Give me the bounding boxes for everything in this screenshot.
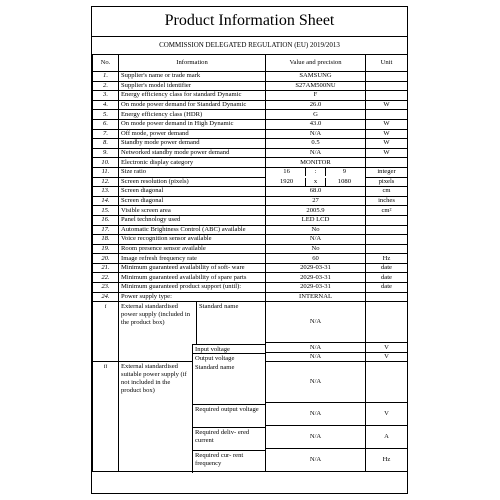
row-value: N/A	[266, 426, 366, 449]
standard-name-label: Standard name	[192, 363, 265, 404]
row-unit: W	[366, 119, 408, 129]
product-information-sheet	[91, 6, 408, 494]
row-number: 19.	[93, 244, 119, 254]
row-number: 10.	[93, 158, 119, 168]
row-information: On mode power demand in High Dynamic	[119, 119, 266, 129]
row-unit	[366, 81, 408, 91]
row-value: 26.0	[266, 100, 366, 110]
required-frequency-label: Required cur- rent frequency	[192, 450, 265, 473]
row-unit: integer	[366, 167, 408, 177]
row-information: Voice recognition sensor available	[119, 235, 266, 245]
table-row	[93, 254, 408, 264]
row-value: No	[266, 244, 366, 254]
header-no: No.	[93, 55, 119, 72]
row-number: 1.	[93, 72, 119, 82]
row-information: Size ratio	[119, 167, 266, 177]
table-row	[93, 139, 408, 149]
row-information: Minimum guaranteed availability of soft- ware	[119, 263, 266, 273]
value-separator: :	[306, 168, 326, 176]
row-value: N/A	[266, 352, 366, 362]
row-information: On mode power demand for Standard Dynamic	[119, 100, 266, 110]
row-unit: V	[366, 403, 408, 426]
row-number: 17.	[93, 225, 119, 235]
row-unit: date	[366, 263, 408, 273]
row-number: 11.	[93, 167, 119, 177]
row-number: 18.	[93, 235, 119, 245]
row-value: 68.0	[266, 187, 366, 197]
row-unit: Hz	[366, 254, 408, 264]
table-row	[93, 244, 408, 254]
row-unit: date	[366, 273, 408, 283]
row-value: INTERNAL	[266, 292, 366, 302]
table-row	[93, 72, 408, 82]
row-unit	[366, 215, 408, 225]
header-unit: Unit	[366, 55, 408, 72]
row-number: 5.	[93, 110, 119, 120]
table-row	[93, 100, 408, 110]
row-information: Automatic Brightness Control (ABC) available	[119, 225, 266, 235]
row-information: Panel technology used	[119, 215, 266, 225]
row-unit: Hz	[366, 449, 408, 472]
row-value-split	[266, 167, 366, 177]
row-information: Room presence sensor available	[119, 244, 266, 254]
table-row	[93, 196, 408, 206]
table-row	[93, 110, 408, 120]
row-information: Image refresh frequency rate	[119, 254, 266, 264]
table-row	[93, 283, 408, 293]
row-information: Visible screen area	[119, 206, 266, 216]
row-number: 15.	[93, 206, 119, 216]
row-value: No	[266, 225, 366, 235]
table-row	[93, 263, 408, 273]
table-row	[93, 187, 408, 197]
required-current-label: Required deliv- ered current	[192, 427, 265, 450]
row-number: i	[93, 302, 119, 362]
required-output-voltage-label: Required output voltage	[192, 404, 265, 427]
row-unit: V	[366, 352, 408, 362]
row-unit: W	[366, 139, 408, 149]
power-supply-description: External standardised suitable power supply (if not included in the product box)	[121, 363, 187, 395]
input-voltage-label: Input voltage	[192, 344, 265, 354]
value-part: 1080	[337, 177, 351, 185]
row-information: Energy efficiency class (HDR)	[119, 110, 266, 120]
row-value: 43.0	[266, 119, 366, 129]
row-unit: W	[366, 148, 408, 158]
row-value: N/A	[266, 129, 366, 139]
table-row	[93, 119, 408, 129]
row-information: Power supply type:	[119, 292, 266, 302]
table-row	[93, 225, 408, 235]
value-part: 9	[342, 168, 347, 176]
row-unit	[366, 235, 408, 245]
row-number: 23.	[93, 283, 119, 293]
row-value: N/A	[266, 148, 366, 158]
row-unit	[366, 91, 408, 101]
standard-name-label: Standard name	[199, 303, 239, 311]
row-number: 21.	[93, 263, 119, 273]
regulation-heading: COMMISSION DELEGATED REGULATION (EU) 2019/2013	[92, 36, 407, 55]
row-information: Supplier's model identifier	[119, 81, 266, 91]
row-value: N/A	[266, 362, 366, 403]
row-unit: A	[366, 426, 408, 449]
row-value: SAMSUNG	[266, 72, 366, 82]
row-value: N/A	[266, 449, 366, 472]
table-row	[93, 91, 408, 101]
value-part: 1920	[268, 178, 306, 186]
output-voltage-label: Output voltage	[192, 353, 265, 363]
row-unit: cm²	[366, 206, 408, 216]
row-information: Screen diagonal	[119, 187, 266, 197]
header-information: Information	[119, 55, 266, 72]
row-value: 60	[266, 254, 366, 264]
row-number: 2.	[93, 81, 119, 91]
row-number: 24.	[93, 292, 119, 302]
row-information: Supplier's name or trade mark	[119, 72, 266, 82]
row-information: Energy efficiency class for standard Dynamic	[119, 91, 266, 101]
row-value: N/A	[266, 302, 366, 343]
row-unit: W	[366, 100, 408, 110]
table-row	[93, 129, 408, 139]
table-row	[93, 158, 408, 168]
row-unit: cm	[366, 187, 408, 197]
sheet-title: Product Information Sheet	[164, 12, 335, 29]
table-row	[93, 177, 408, 187]
row-number: 20.	[93, 254, 119, 264]
row-value: 0.5	[266, 139, 366, 149]
row-information: Minimum guaranteed availability of spare parts	[119, 273, 266, 283]
row-unit	[366, 292, 408, 302]
row-number: 12.	[93, 177, 119, 187]
row-unit: date	[366, 283, 408, 293]
row-information: Screen resolution (pixels)	[119, 177, 266, 187]
row-number: 22.	[93, 273, 119, 283]
row-number: 14.	[93, 196, 119, 206]
row-unit: inches	[366, 196, 408, 206]
row-unit: W	[366, 129, 408, 139]
table-row	[93, 292, 408, 302]
row-value: 2029-03-31	[266, 273, 366, 283]
row-unit: V	[366, 343, 408, 353]
row-value: N/A	[266, 343, 366, 353]
row-information: Standby mode power demand	[119, 139, 266, 149]
table-row	[93, 206, 408, 216]
row-unit	[366, 158, 408, 168]
row-number: 4.	[93, 100, 119, 110]
row-value: MONITOR	[266, 158, 366, 168]
row-unit	[366, 302, 408, 343]
row-unit	[366, 110, 408, 120]
row-unit: pixels	[366, 177, 408, 187]
row-value: 2005.9	[266, 206, 366, 216]
row-value: 2029-03-31	[266, 263, 366, 273]
row-value: N/A	[266, 235, 366, 245]
value-separator: x	[306, 178, 326, 186]
table-row	[93, 148, 408, 158]
row-value: N/A	[266, 403, 366, 426]
row-value-split	[266, 177, 366, 187]
row-number: 6.	[93, 119, 119, 129]
row-information: Minimum guaranteed product support (until):	[119, 283, 266, 293]
row-number: 7.	[93, 129, 119, 139]
table-row	[93, 215, 408, 225]
row-unit	[366, 362, 408, 403]
table-header-row	[93, 55, 408, 72]
row-unit	[366, 72, 408, 82]
table-row	[93, 167, 408, 177]
row-number: 3.	[93, 91, 119, 101]
row-information: Off mode, power demand	[119, 129, 266, 139]
table-row	[93, 235, 408, 245]
power-supply-description: External standardised power supply (included in the product box)	[119, 302, 197, 361]
row-information: Networked standby mode power demand	[119, 148, 266, 158]
row-number: 9.	[93, 148, 119, 158]
header-value: Value and precision	[266, 55, 366, 72]
row-value: G	[266, 110, 366, 120]
row-unit	[366, 225, 408, 235]
row-value: 27	[266, 196, 366, 206]
row-value: S27AM500NU	[266, 81, 366, 91]
value-part: 16	[268, 168, 306, 176]
row-value: F	[266, 91, 366, 101]
row-unit	[366, 244, 408, 254]
row-number: 13.	[93, 187, 119, 197]
power-supply-i-standard-row	[93, 302, 408, 343]
row-value: LED LCD	[266, 215, 366, 225]
row-number: 8.	[93, 139, 119, 149]
row-number: ii	[93, 362, 119, 472]
table-row	[93, 81, 408, 91]
row-value: 2029-03-31	[266, 283, 366, 293]
table-row	[93, 273, 408, 283]
row-information: Electronic display category	[119, 158, 266, 168]
row-information: Screen diagonal	[119, 196, 266, 206]
row-number: 16.	[93, 215, 119, 225]
